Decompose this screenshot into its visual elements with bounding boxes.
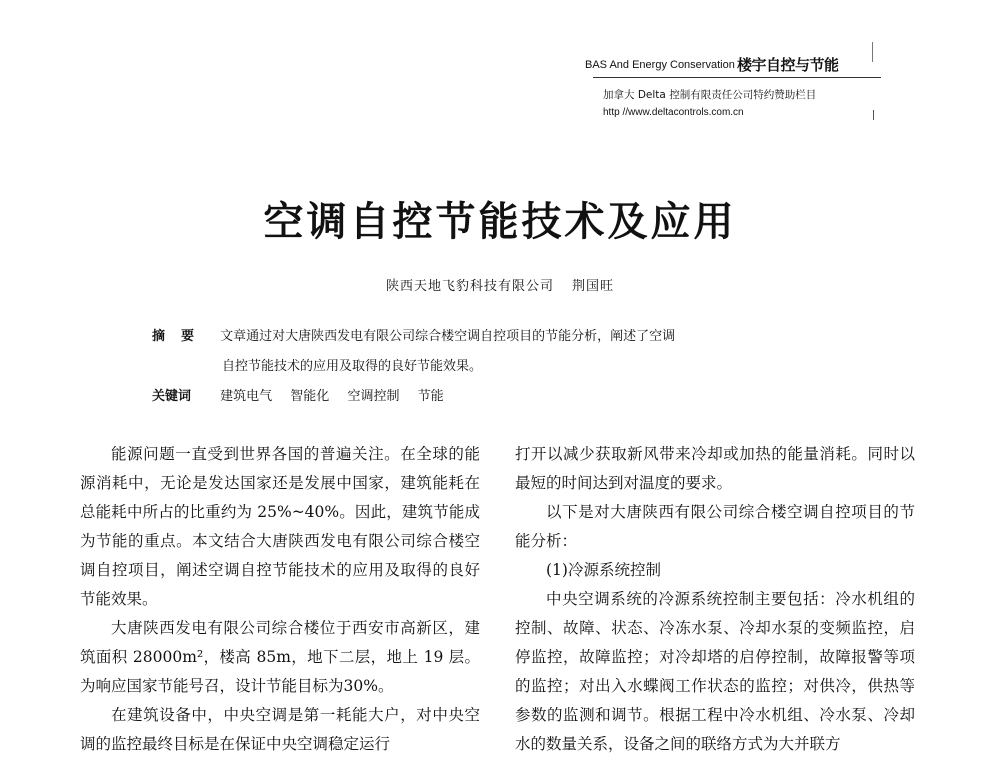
- paragraph: 在建筑设备中，中央空调是第一耗能大户，对中央空调的监控最终目标是在保证中央空调稳定运行: [80, 706, 480, 753]
- keyword: 智能化: [290, 389, 330, 404]
- header-sponsor: 加拿大 Delta 控制有限责任公司特约赞助栏目: [603, 89, 817, 101]
- byline: [0, 275, 1000, 294]
- journal-header: [585, 52, 885, 118]
- article-title: 空调自控节能技术及应用: [263, 199, 737, 245]
- keywords-label: 关键词: [152, 389, 192, 404]
- edge-mark: [872, 42, 873, 62]
- paragraph: 以下是对大唐陕西有限公司综合楼空调自控项目的节能分析：: [515, 503, 915, 550]
- body-column-left: [80, 440, 480, 759]
- keywords-row: [152, 382, 872, 412]
- abstract-row: [152, 322, 872, 352]
- keyword: 节能: [417, 389, 444, 404]
- header-rule: [593, 77, 881, 78]
- header-tick-mark: [873, 110, 874, 120]
- abstract-block: [152, 322, 872, 412]
- paragraph: 大唐陕西发电有限公司综合楼位于西安市高新区，建筑面积 28000m²，楼高 85m，地下二层，地上 19 层。为响应国家节能号召，设计节能目标为30%。: [80, 619, 480, 695]
- paragraph: 打开以减少获取新风带来冷却或加热的能量消耗。同时以最短的时间达到对温度的要求。: [515, 445, 915, 492]
- author-name: 荆国旺: [572, 279, 615, 294]
- author-organization: 陕西天地飞豹科技有限公司: [385, 279, 554, 294]
- header-title-line: [585, 52, 885, 74]
- section-heading: (1)冷源系统控制: [546, 561, 661, 579]
- paragraph: 中央空调系统的冷源系统控制主要包括：冷水机组的控制、故障、状态、冷冻水泵、冷却水泵的变频监控，启停监控，故障监控；对冷却塔的启停控制，故障报警等项的监控；对出入水蝶阀工作状态的监控；对供冷，供热等参数的监测和调节。根据工程中冷水机组、冷水泵、冷却水的数量关系，设备之间的联络方式为大并联方: [515, 590, 915, 753]
- body-column-right: [515, 440, 915, 759]
- header-english-title: BAS And Energy Conservation: [585, 59, 735, 71]
- header-url: http //www.deltacontrols.com.cn: [603, 107, 744, 118]
- header-chinese-title: 楼宇自控与节能: [737, 56, 839, 74]
- abstract-text-line-1: 文章通过对大唐陕西发电有限公司综合楼空调自控项目的节能分析，阐述了空调: [220, 329, 676, 344]
- paragraph: 能源问题一直受到世界各国的普遍关注。在全球的能源消耗中，无论是发达国家还是发展中国家，建筑能耗在总能耗中所占的比重约为 25%~40%。因此，建筑节能成为节能的重点。本文结合大唐陕西发电有限公司综合楼空调自控项目，阐述空调自控节能技术的应用及取得的良好节能效果。: [80, 445, 480, 608]
- abstract-text-line-2: 自控节能技术的应用及取得的良好节能效果。: [222, 359, 483, 374]
- keyword: 建筑电气: [220, 389, 273, 404]
- keyword: 空调控制: [347, 389, 400, 404]
- abstract-label: 摘要: [152, 329, 211, 344]
